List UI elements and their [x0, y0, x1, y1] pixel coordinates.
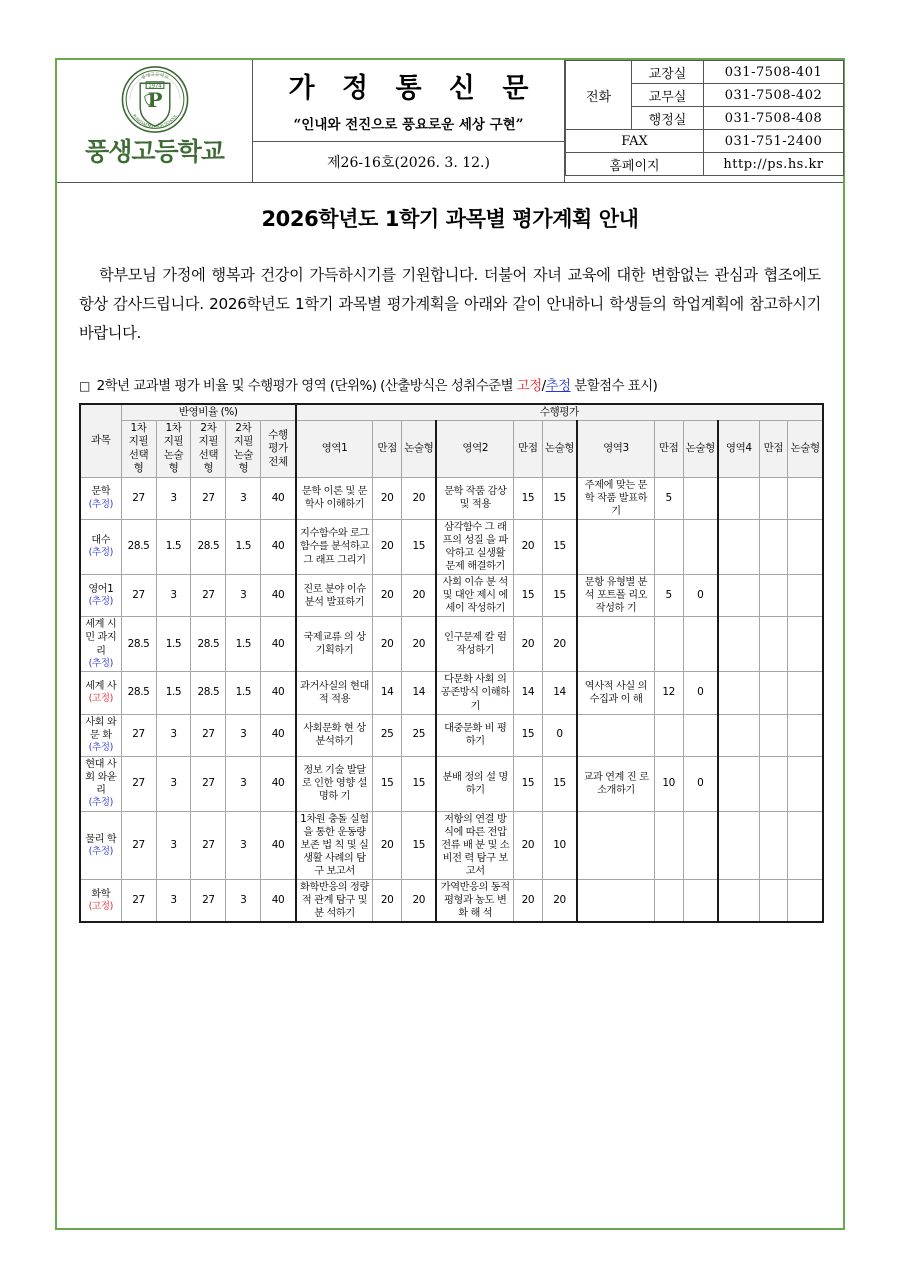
- col-header-subject: 과목: [80, 404, 121, 478]
- row-exam1-select-6: 27: [121, 756, 156, 811]
- row-area4-essay-5: [788, 714, 823, 756]
- fixed-keyword: 고정: [516, 378, 542, 394]
- row-exam2-select-6: 27: [191, 756, 226, 811]
- row-area2-essay-0: 15: [542, 477, 577, 519]
- col-header-perf-total: 수행 평가 전체: [261, 421, 296, 478]
- row-area2-essay-2: 15: [542, 575, 577, 617]
- table-row: [80, 811, 823, 879]
- row-area1-3: 국제교류 의 상 기획하기: [296, 617, 373, 672]
- row-area2-essay-7: 10: [542, 811, 577, 879]
- col-header-area2-max: 만점: [514, 421, 543, 478]
- row-area3-1: [577, 519, 654, 574]
- col-header-exam2-select: 2차 지필 선택 형: [191, 421, 226, 478]
- subject-method-tag: (추정): [88, 498, 113, 510]
- section-separator: /: [541, 378, 546, 394]
- row-area2-max-0: 15: [514, 477, 543, 519]
- row-exam1-essay-8: 3: [156, 880, 191, 923]
- col-header-area3: 영역3: [577, 421, 654, 478]
- school-name: 풍생고등학교: [85, 137, 224, 166]
- row-area1-essay-1: 15: [402, 519, 437, 574]
- intro-paragraph: 학부모님 가정에 행복과 건강이 가득하시기를 기원합니다. 더불어 자녀 교육에 대한 변함없는 관심과 협조에도 항상 감사드립니다. 2026학년도 1학기 과목별 평가계획을 아래와 같이 안내하니 학생들의 학업계획에 참고하시기 바랍니다.: [79, 266, 821, 343]
- row-exam1-essay-7: 3: [156, 811, 191, 879]
- row-area1-2: 진로 분야 이슈 분석 발표하기: [296, 575, 373, 617]
- row-area2-max-1: 20: [514, 519, 543, 574]
- contact-label-2: 행정실: [632, 107, 704, 130]
- row-exam1-essay-1: 1.5: [156, 519, 191, 574]
- table-row: [80, 575, 823, 617]
- row-exam2-essay-4: 1.5: [226, 672, 261, 714]
- row-subject-3: [80, 617, 121, 672]
- row-area3-essay-3: [683, 617, 718, 672]
- contact-number-2: 031-7508-408: [704, 107, 844, 130]
- row-exam2-essay-6: 3: [226, 756, 261, 811]
- row-subject-1: [80, 519, 121, 574]
- row-area1-max-7: 20: [373, 811, 402, 879]
- row-area2-max-6: 15: [514, 756, 543, 811]
- subject-name: 대수: [91, 535, 111, 547]
- row-area1-max-8: 20: [373, 880, 402, 923]
- table-row: [80, 617, 823, 672]
- subject-method-tag: (추정): [88, 547, 113, 559]
- row-perf-total-5: 40: [261, 714, 296, 756]
- row-subject-2: [80, 575, 121, 617]
- table-row: [80, 880, 823, 923]
- row-area4-essay-0: [788, 477, 823, 519]
- row-area2-1: 삼각함수 그 래프의 성질 을 파악하고 실생활 문제 해결하기: [436, 519, 513, 574]
- row-area3-essay-0: [683, 477, 718, 519]
- row-area2-max-4: 14: [514, 672, 543, 714]
- phone-label: 전화: [566, 61, 632, 130]
- row-area2-4: 다문화 사회 의 공존방식 이해하기: [436, 672, 513, 714]
- row-area3-essay-8: [683, 880, 718, 923]
- svg-text:P: P: [146, 87, 163, 112]
- row-area3-essay-2: 0: [683, 575, 718, 617]
- row-subject-8: [80, 880, 121, 923]
- col-header-area3-essay: 논술형: [683, 421, 718, 478]
- svg-text:1974: 1974: [147, 83, 162, 90]
- col-header-area1-essay: 논술형: [402, 421, 437, 478]
- row-area3-7: [577, 811, 654, 879]
- col-header-area2: 영역2: [436, 421, 513, 478]
- page-title: 2026학년도 1학기 과목별 평가계획 안내: [261, 207, 639, 231]
- row-subject-0: [80, 477, 121, 519]
- row-perf-total-0: 40: [261, 477, 296, 519]
- subject-name: 사회 와문 화: [85, 716, 117, 741]
- col-header-exam1-select: 1차 지필 선택 형: [121, 421, 156, 478]
- row-area1-4: 과거사실의 현대적 적용: [296, 672, 373, 714]
- row-area1-6: 정보 기술 발달로 인한 영향 설명하 기: [296, 756, 373, 811]
- row-area1-essay-6: 15: [402, 756, 437, 811]
- row-area2-essay-3: 20: [542, 617, 577, 672]
- row-area2-essay-6: 15: [542, 756, 577, 811]
- row-area3-essay-6: 0: [683, 756, 718, 811]
- subject-name: 물리 학: [85, 833, 117, 845]
- row-perf-total-2: 40: [261, 575, 296, 617]
- subject-name: 화학: [91, 888, 111, 900]
- homepage-url[interactable]: http://ps.hs.kr: [704, 153, 844, 176]
- row-exam1-essay-2: 3: [156, 575, 191, 617]
- table-group-header-row: [80, 404, 823, 421]
- row-area1-max-5: 25: [373, 714, 402, 756]
- row-area4-essay-7: [788, 811, 823, 879]
- row-exam2-essay-3: 1.5: [226, 617, 261, 672]
- fax-number: 031-751-2400: [704, 130, 844, 153]
- row-area1-0: 문학 이론 및 문학사 이해하기: [296, 477, 373, 519]
- col-group-ratio: 반영비율 (%): [121, 404, 296, 421]
- row-exam2-essay-8: 3: [226, 880, 261, 923]
- col-header-area1: 영역1: [296, 421, 373, 478]
- row-area3-8: [577, 880, 654, 923]
- row-exam2-essay-5: 3: [226, 714, 261, 756]
- section-heading: [79, 375, 821, 394]
- row-area1-essay-4: 14: [402, 672, 437, 714]
- section-prefix: 2학년 교과별 평가 비율 및 수행평가 영역 (단위%) (산출방식은 성취수준별: [92, 378, 517, 394]
- subject-method-tag: (추정): [88, 596, 113, 608]
- row-exam1-select-4: 28.5: [121, 672, 156, 714]
- subject-method-tag: (추정): [88, 657, 113, 669]
- row-area3-essay-5: [683, 714, 718, 756]
- col-header-area4-essay: 논술형: [788, 421, 823, 478]
- row-perf-total-6: 40: [261, 756, 296, 811]
- row-area4-max-0: [759, 477, 788, 519]
- row-area4-essay-3: [788, 617, 823, 672]
- row-area4-3: [718, 617, 759, 672]
- subject-name: 영어1: [88, 583, 114, 595]
- table-row: [80, 672, 823, 714]
- masthead-center: [253, 60, 565, 182]
- row-area4-1: [718, 519, 759, 574]
- row-area1-max-4: 14: [373, 672, 402, 714]
- row-area4-max-1: [759, 519, 788, 574]
- row-area2-8: 가역반응의 동적 평형과 농도 변화 해 석: [436, 880, 513, 923]
- row-exam2-select-3: 28.5: [191, 617, 226, 672]
- row-area4-essay-8: [788, 880, 823, 923]
- row-area4-essay-4: [788, 672, 823, 714]
- section-suffix: 분할점수 표시): [570, 378, 658, 394]
- row-area2-max-2: 15: [514, 575, 543, 617]
- row-exam1-essay-6: 3: [156, 756, 191, 811]
- row-area3-max-0: 5: [654, 477, 683, 519]
- col-header-area1-max: 만점: [373, 421, 402, 478]
- row-area2-6: 분배 정의 설 명하기: [436, 756, 513, 811]
- table-row: [566, 61, 844, 84]
- row-area1-essay-7: 15: [402, 811, 437, 879]
- contact-table: [565, 60, 844, 176]
- row-area2-max-8: 20: [514, 880, 543, 923]
- contact-number-0: 031-7508-401: [704, 61, 844, 84]
- row-area3-4: 역사적 사실 의 수집과 이 해: [577, 672, 654, 714]
- subject-name: 문학: [91, 486, 111, 498]
- col-header-area2-essay: 논술형: [542, 421, 577, 478]
- masthead-logo-cell: [57, 60, 253, 182]
- table-row: [566, 153, 844, 176]
- row-area4-8: [718, 880, 759, 923]
- row-exam1-select-8: 27: [121, 880, 156, 923]
- svg-text:풍생고등학교: 풍생고등학교: [140, 72, 169, 82]
- row-area3-3: [577, 617, 654, 672]
- row-area1-max-1: 20: [373, 519, 402, 574]
- row-area1-essay-5: 25: [402, 714, 437, 756]
- subject-method-tag: (고정): [88, 900, 113, 912]
- document-body: [57, 203, 843, 923]
- row-area3-5: [577, 714, 654, 756]
- row-area1-max-6: 15: [373, 756, 402, 811]
- col-header-exam2-essay: 2차 지필 논술 형: [226, 421, 261, 478]
- row-exam2-select-1: 28.5: [191, 519, 226, 574]
- row-exam1-select-2: 27: [121, 575, 156, 617]
- col-header-area3-max: 만점: [654, 421, 683, 478]
- masthead: [57, 60, 843, 183]
- row-area4-essay-6: [788, 756, 823, 811]
- row-subject-6: [80, 756, 121, 811]
- col-group-performance: 수행평가: [296, 404, 823, 421]
- row-exam1-essay-3: 1.5: [156, 617, 191, 672]
- row-exam2-essay-7: 3: [226, 811, 261, 879]
- page-frame: [55, 58, 845, 1230]
- svg-text:PUNGSAENG HIGH SCHOOL: PUNGSAENG HIGH SCHOOL: [131, 113, 178, 129]
- subject-method-tag: (고정): [88, 693, 113, 705]
- masthead-contact-block: [565, 60, 843, 182]
- row-area2-essay-4: 14: [542, 672, 577, 714]
- table-header-row: [80, 421, 823, 478]
- row-area3-max-7: [654, 811, 683, 879]
- table-row: [80, 477, 823, 519]
- row-area2-essay-5: 0: [542, 714, 577, 756]
- contact-number-1: 031-7508-402: [704, 84, 844, 107]
- row-area4-essay-1: [788, 519, 823, 574]
- row-exam2-select-5: 27: [191, 714, 226, 756]
- subject-method-tag: (추정): [88, 797, 113, 809]
- row-area2-0: 문학 작품 감상 및 적용: [436, 477, 513, 519]
- homepage-label: 홈페이지: [566, 153, 704, 176]
- school-emblem-icon: [118, 64, 192, 138]
- row-exam1-essay-0: 3: [156, 477, 191, 519]
- row-area3-essay-7: [683, 811, 718, 879]
- row-area4-2: [718, 575, 759, 617]
- contact-label-1: 교무실: [632, 84, 704, 107]
- row-exam1-essay-4: 1.5: [156, 672, 191, 714]
- row-area4-max-5: [759, 714, 788, 756]
- row-area1-1: 지수함수와 로그함수를 분석하고 그 래프 그리기: [296, 519, 373, 574]
- row-area4-7: [718, 811, 759, 879]
- row-area1-7: 1차원 충돌 실험을 통한 운동량 보존 법 칙 및 실 생활 사례의 탐구 보고서: [296, 811, 373, 879]
- row-area1-essay-3: 20: [402, 617, 437, 672]
- subject-name: 세계 시민 과지 리: [85, 619, 117, 657]
- row-perf-total-4: 40: [261, 672, 296, 714]
- row-area2-essay-1: 15: [542, 519, 577, 574]
- issue-number: 제26-16호(2026. 3. 12.): [327, 155, 490, 171]
- row-area4-essay-2: [788, 575, 823, 617]
- row-area2-max-5: 15: [514, 714, 543, 756]
- col-header-area4-max: 만점: [759, 421, 788, 478]
- row-area4-5: [718, 714, 759, 756]
- col-header-area4: 영역4: [718, 421, 759, 478]
- row-area3-max-6: 10: [654, 756, 683, 811]
- row-area3-max-2: 5: [654, 575, 683, 617]
- row-area4-4: [718, 672, 759, 714]
- row-area3-2: 문항 유형별 분석 포트폴 리오 작성하 기: [577, 575, 654, 617]
- checkbox-square-icon: □: [79, 378, 90, 393]
- masthead-title-block: [253, 60, 564, 142]
- contact-label-0: 교장실: [632, 61, 704, 84]
- row-exam1-select-5: 27: [121, 714, 156, 756]
- row-area4-max-3: [759, 617, 788, 672]
- row-area1-essay-2: 20: [402, 575, 437, 617]
- row-exam1-essay-5: 3: [156, 714, 191, 756]
- row-exam1-select-7: 27: [121, 811, 156, 879]
- row-area1-essay-0: 20: [402, 477, 437, 519]
- evaluation-table-body: [80, 477, 823, 922]
- row-exam2-select-4: 28.5: [191, 672, 226, 714]
- row-area4-max-2: [759, 575, 788, 617]
- row-area3-max-4: 12: [654, 672, 683, 714]
- row-area3-max-8: [654, 880, 683, 923]
- row-exam2-essay-2: 3: [226, 575, 261, 617]
- row-area1-max-3: 20: [373, 617, 402, 672]
- col-header-exam1-essay: 1차 지필 논술 형: [156, 421, 191, 478]
- subject-name: 현대 사회 와윤 리: [85, 758, 117, 797]
- row-perf-total-3: 40: [261, 617, 296, 672]
- fax-label: FAX: [566, 130, 704, 153]
- row-exam2-select-0: 27: [191, 477, 226, 519]
- subject-method-tag: (추정): [88, 742, 113, 754]
- table-row: [80, 756, 823, 811]
- subject-method-tag: (추정): [88, 845, 113, 857]
- newsletter-title: 가 정 통 신 문: [288, 73, 538, 104]
- table-row: [80, 519, 823, 574]
- row-area1-essay-8: 20: [402, 880, 437, 923]
- row-exam2-essay-0: 3: [226, 477, 261, 519]
- row-area3-0: 주제에 맞는 문학 작품 발표하기: [577, 477, 654, 519]
- row-area1-max-0: 20: [373, 477, 402, 519]
- row-perf-total-1: 40: [261, 519, 296, 574]
- table-row: [80, 714, 823, 756]
- row-area3-essay-1: [683, 519, 718, 574]
- table-row: [566, 130, 844, 153]
- row-subject-5: [80, 714, 121, 756]
- row-perf-total-7: 40: [261, 811, 296, 879]
- row-exam1-select-0: 27: [121, 477, 156, 519]
- row-area1-max-2: 20: [373, 575, 402, 617]
- school-slogan: “인내와 전진으로 풍요로운 세상 구현”: [293, 117, 524, 133]
- row-area3-6: 교과 연계 진 로 소개하기: [577, 756, 654, 811]
- row-area2-essay-8: 20: [542, 880, 577, 923]
- row-exam2-select-7: 27: [191, 811, 226, 879]
- row-exam2-select-2: 27: [191, 575, 226, 617]
- row-subject-7: [80, 811, 121, 879]
- evaluation-plan-table: [79, 403, 824, 924]
- row-area4-max-7: [759, 811, 788, 879]
- row-subject-4: [80, 672, 121, 714]
- row-area4-max-8: [759, 880, 788, 923]
- row-area1-5: 사회문화 현 상 분석하기: [296, 714, 373, 756]
- row-area2-max-7: 20: [514, 811, 543, 879]
- row-area4-0: [718, 477, 759, 519]
- subject-name: 세계 사: [85, 681, 117, 693]
- row-area1-8: 화학반응의 정량적 관계 탐구 및 분 석하기: [296, 880, 373, 923]
- estimate-keyword: 추정: [545, 378, 571, 394]
- row-exam2-select-8: 27: [191, 880, 226, 923]
- row-area2-7: 저항의 연결 방식에 따른 전압 전류 배 분 및 소비전 력 탐구 보 고서: [436, 811, 513, 879]
- row-exam2-essay-1: 1.5: [226, 519, 261, 574]
- row-area3-max-3: [654, 617, 683, 672]
- row-area4-max-4: [759, 672, 788, 714]
- row-area2-max-3: 20: [514, 617, 543, 672]
- row-area3-max-1: [654, 519, 683, 574]
- row-exam1-select-3: 28.5: [121, 617, 156, 672]
- row-area3-essay-4: 0: [683, 672, 718, 714]
- row-area2-5: 대중문화 비 평하기: [436, 714, 513, 756]
- row-area2-2: 사회 이슈 분 석 및 대안 제시 에세이 작성하기: [436, 575, 513, 617]
- row-area4-max-6: [759, 756, 788, 811]
- row-perf-total-8: 40: [261, 880, 296, 923]
- row-exam1-select-1: 28.5: [121, 519, 156, 574]
- row-area2-3: 인구문제 칼 럼 작성하기: [436, 617, 513, 672]
- row-area3-max-5: [654, 714, 683, 756]
- row-area4-6: [718, 756, 759, 811]
